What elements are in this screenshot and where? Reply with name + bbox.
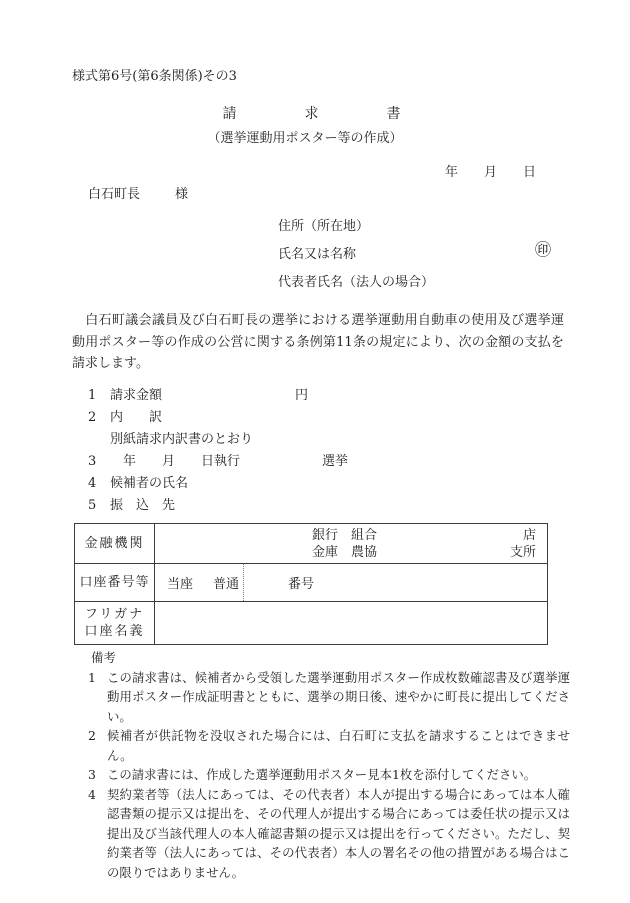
form-number: 様式第6号(第6条関係)その3 <box>72 69 237 84</box>
item-number: 3 <box>88 454 97 469</box>
applicant-address-line <box>278 215 551 243</box>
addressee-line <box>88 183 188 202</box>
account-type-ordinary: 普通 <box>213 577 240 592</box>
table-row-account-number <box>75 563 547 601</box>
bank-type-options <box>312 527 377 561</box>
applicant-representative-line <box>278 271 551 299</box>
name-label: 氏名又は名称 <box>278 247 357 262</box>
remark-item <box>88 668 570 727</box>
remark-item <box>88 785 570 883</box>
item-candidate-name <box>88 477 568 490</box>
remark-text: この請求書は、候補者から受領した選挙運動用ポスター作成枚数確認書及び選挙運動用ポスター作成証明書とともに、選挙の期日後、速やかに町長に提出してください。 <box>107 669 570 724</box>
bank-type-line1: 銀行 組合 <box>312 527 378 543</box>
account-number-word: 番号 <box>288 577 315 592</box>
item-breakdown-note: 別紙請求内訳書のとおり <box>110 432 254 447</box>
applicant-block <box>278 215 551 299</box>
page-subtitle: （選挙運動用ポスター等の作成） <box>207 131 403 146</box>
account-name-cell <box>155 602 547 644</box>
item-label: 候補者の氏名 <box>110 476 189 491</box>
remarks-header: 備考 <box>91 650 116 665</box>
account-type-checking: 当座 <box>167 577 194 592</box>
financial-institution-cell <box>155 524 547 563</box>
branch-line1: 店 <box>522 527 536 543</box>
account-type-options <box>155 564 244 601</box>
request-items-list <box>88 389 568 521</box>
remarks-section <box>88 648 570 882</box>
item-election-date <box>88 455 568 468</box>
remark-number: 3 <box>88 767 96 782</box>
account-number-cell <box>155 564 547 601</box>
date-blank-line: 年 月 日 <box>445 165 537 180</box>
account-name-label-block <box>75 602 155 644</box>
table-row-account-name <box>75 601 547 644</box>
branch-line2: 支所 <box>509 544 536 560</box>
item-number: 1 <box>88 388 97 403</box>
bank-type-line2: 金庫 農協 <box>312 544 378 560</box>
applicant-name-line <box>278 240 551 271</box>
remark-text: 契約業者等（法人にあっては、その代表者）本人が提出する場合にあっては本人確認書類の提示又は提出を、その代理人が提出する場合にあっては委任状の提示又は提出及び当該代理人の本人確認書類の提示又は提出を行ってください。ただし、契約業者等（法人にあっては、その代表者）本人の署名その他の措置がある場合はこの限りではありません。 <box>107 786 570 880</box>
body-paragraph: 白石町議会議員及び白石町長の選挙における選挙運動用自動車の使用及び選挙運動用ポスター等の作成の公営に関する条例第11条の規定により、次の金額の支払を請求します。 <box>72 313 564 371</box>
bank-account-table <box>74 523 548 645</box>
address-label: 住所（所在地） <box>278 219 370 234</box>
item-label: 年 月 日執行 <box>110 454 241 469</box>
remark-item <box>88 726 570 765</box>
seal-mark-icon: ㊞ <box>534 240 551 259</box>
account-number-label: 口座番号等 <box>75 564 155 601</box>
remark-text: この請求書には、作成した選挙運動用ポスター見本1枚を添付してください。 <box>107 767 537 782</box>
remark-text: 候補者が供託物を没収された場合には、白石町に支払を請求することはできません。 <box>107 728 570 763</box>
financial-institution-label: 金融機関 <box>75 524 155 563</box>
yen-unit: 円 <box>295 388 309 403</box>
account-name-label: 口座名義 <box>84 624 145 639</box>
item-breakdown <box>88 411 568 424</box>
remark-number: 4 <box>88 786 96 802</box>
item-number: 4 <box>88 476 97 491</box>
addressee-name: 白石町長 <box>88 187 141 202</box>
item-transfer-destination <box>88 499 568 512</box>
item-amount <box>88 389 568 402</box>
branch-options <box>510 527 547 561</box>
remark-number: 1 <box>88 669 96 685</box>
remark-number: 2 <box>88 728 96 743</box>
item-number: 2 <box>88 410 97 425</box>
remark-item <box>88 765 570 785</box>
table-row-financial-institution <box>75 524 547 563</box>
addressee-honorific: 様 <box>175 187 189 202</box>
election-word: 選挙 <box>322 454 349 469</box>
representative-label: 代表者氏名（法人の場合） <box>278 275 435 290</box>
item-label: 振 込 先 <box>110 498 176 513</box>
furigana-label: フリガナ <box>84 607 145 622</box>
item-number: 5 <box>88 498 97 513</box>
page-title: 請 求 書 <box>222 106 428 122</box>
item-label: 請求金額 <box>110 388 163 403</box>
item-label: 内 訳 <box>110 410 163 425</box>
